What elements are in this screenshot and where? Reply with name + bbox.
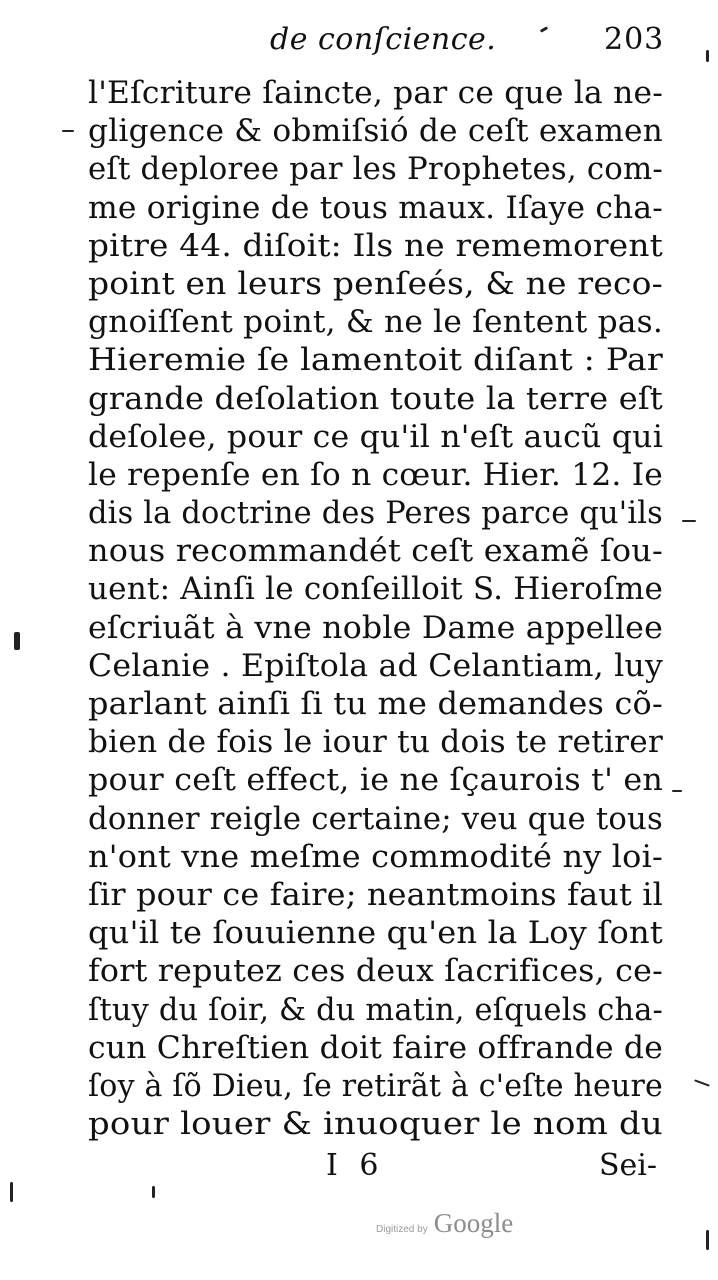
catchword: Sei- (598, 1148, 657, 1183)
page-number: 203 (604, 22, 665, 57)
text-line: grande deſolation toute la terre eſt (88, 380, 663, 417)
text-line: qu'il te ſouuienne qu'en la Loy ſont (88, 915, 663, 952)
scan-speck (672, 790, 682, 792)
text-line: ſoy à ſõ Dieu, ſe retirãt à c'eſte heure (88, 1067, 663, 1104)
text-line: deſolee, pour ce qu'il n'eſt aucũ qui (88, 418, 663, 455)
text-line: cun Chreſtien doit faire offrande de (88, 1029, 663, 1066)
text-line: n'ont vne meſme commodité ny loi- (88, 838, 663, 875)
text-line: bien de fois le iour tu dois te retirer (88, 724, 663, 761)
scan-speck (10, 1182, 13, 1202)
body-text (88, 74, 663, 1143)
scan-speck (682, 520, 696, 522)
text-line: ſir pour ce faire; neantmoins faut il (88, 876, 663, 913)
google-logo: Google (433, 1208, 514, 1238)
text-line: Celanie . Epiſtola ad Celantiam, luy (88, 647, 664, 684)
text-line: pour louer & inuoquer le nom du (88, 1106, 663, 1143)
text-line: ſtuy du ſoir, & du matin, eſquels cha- (88, 991, 663, 1028)
text-line: fort reputez ces deux ſacrifices, ce- (88, 953, 663, 990)
text-line: me origine de tous maux. Iſaye cha- (88, 189, 663, 226)
scan-speck (152, 1186, 155, 1198)
page-footer (88, 1148, 663, 1188)
text-line: uent: Ainſi le conſeilloit S. Hieroſme (88, 571, 663, 608)
scan-speck (540, 26, 548, 33)
text-line: eſt deploree par les Prophetes, com- (88, 151, 663, 188)
scan-speck (706, 50, 709, 62)
running-head: de conſcience. (270, 22, 497, 57)
digitization-watermark (376, 1208, 513, 1239)
text-line: pour ceſt effect, ie ne ſçaurois t' en (88, 762, 663, 799)
watermark-prefix: Digitized by (376, 1224, 428, 1235)
scan-speck (694, 1079, 710, 1086)
text-line: point en leurs penſeés, & ne reco- (88, 265, 663, 302)
text-line: gligence & obmiſsió de ceſt examen (88, 113, 663, 150)
text-line: Hieremie ſe lamentoit diſant : Par (88, 342, 663, 379)
text-line: pitre 44. diſoit: Ils ne rememorent (88, 227, 663, 264)
text-line: nous recommandét ceſt examẽ ſou- (88, 533, 663, 570)
text-line: dis la doctrine des Peres parce qu'ils (88, 495, 663, 532)
scan-speck (62, 130, 74, 132)
text-line: donner reigle certaine; veu que tous (88, 800, 663, 837)
text-line: eſcriuãt à vne noble Dame appellee (88, 609, 663, 646)
scan-speck (14, 632, 20, 650)
signature-mark: I 6 (326, 1148, 385, 1183)
text-line: le repenſe en ſo n cœur. Hier. 12. Ie (88, 456, 663, 493)
text-line: gnoiſſent point, & ne le ſentent pas. (88, 304, 663, 341)
text-line: l'Eſcriture ſaincte, par ce que la ne- (88, 75, 663, 111)
text-line: parlant ainſi ſi tu me demandes cõ- (88, 686, 663, 722)
scan-speck (706, 1230, 709, 1250)
